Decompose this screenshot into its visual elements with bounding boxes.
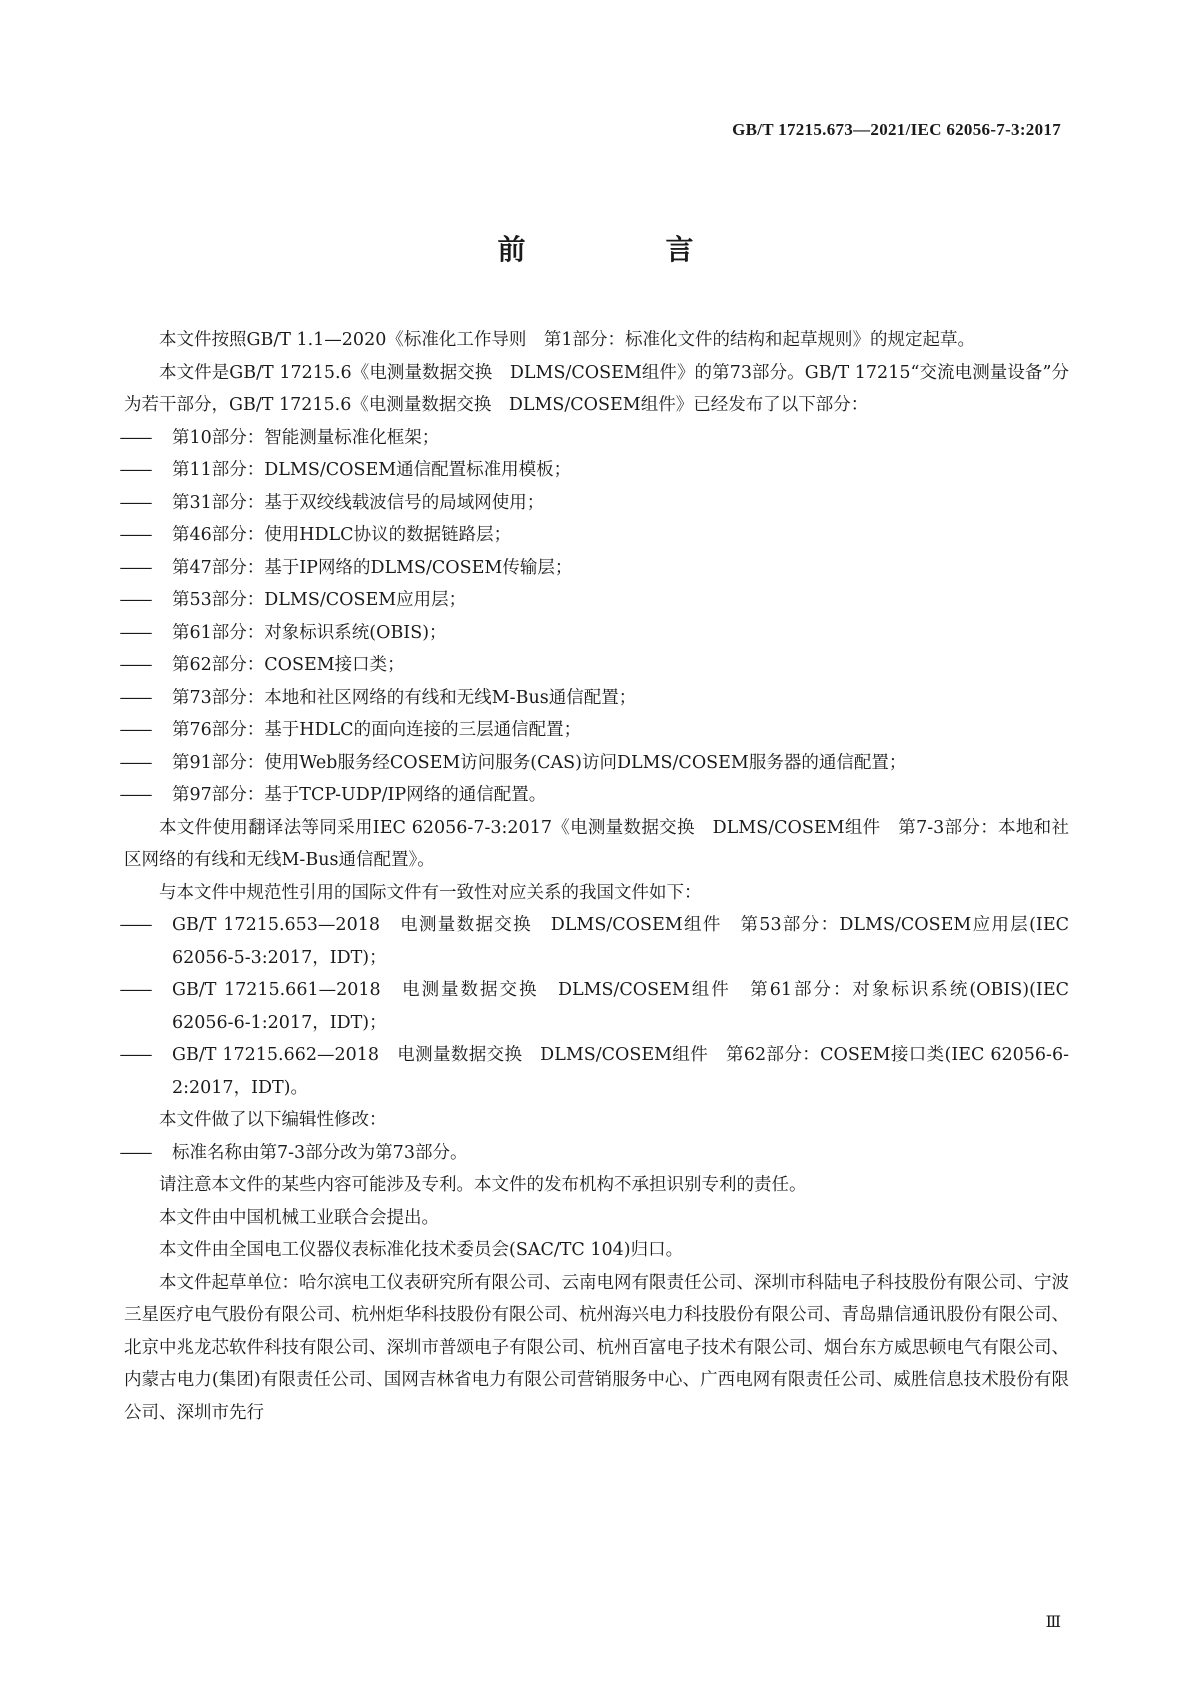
list-item-text: 第91部分：使用Web服务经COSEM访问服务(CAS)访问DLMS/COSEM服务器的通信配置； (172, 752, 907, 773)
list-dash: —— (119, 785, 151, 805)
paragraph: 本文件由中国机械工业联合会提出。 (159, 1207, 439, 1228)
list-item-text: GB/T 17215.661—2018 电测量数据交换 DLMS/COSEM组件 第61部分：对象标识系统(OBIS)(IEC 62056-6-1:2017，IDT)； (172, 980, 1069, 1033)
list-item (119, 682, 1069, 715)
list-item (119, 552, 1069, 585)
list-dash: —— (119, 427, 151, 448)
list-item (119, 747, 1069, 780)
paragraph: 本文件起草单位：哈尔滨电工仪表研究所有限公司、云南电网有限责任公司、深圳市科陆电子科技股份有限公司、宁波三星医疗电气股份有限公司、杭州炬华科技股份有限公司、杭州海兴电力科技股份有限公司、青岛鼎信通讯股份有限公司、北京中兆龙芯软件科技有限公司、深圳市普颂电子有限公司、杭州百富电子技术有限公司、烟台东方威思顿电气有限公司、内蒙古电力(集团)有限责任公司、国网吉林省电力有限公司营销服务中心、广西电网有限责任公司、威胜信息技术股份有限公司、深圳市先行 (124, 1272, 1069, 1423)
paragraph: 本文件是GB/T 17215.6《电测量数据交换 DLMS/COSEM组件》的第73部分。GB/T 17215“交流电测量设备”分为若干部分，GB/T 17215.6《电测量数据交换 DLMS/COSEM组件》已经发布了以下部分： (124, 362, 1069, 415)
list-item-text: 第11部分：DLMS/COSEM通信配置标准用模板； (172, 460, 572, 480)
list-dash: —— (119, 590, 151, 610)
list-item (119, 1137, 1069, 1170)
paragraph: 请注意本文件的某些内容可能涉及专利。本文件的发布机构不承担识别专利的责任。 (159, 1175, 807, 1195)
list-item-text: 第62部分：COSEM接口类； (172, 655, 405, 675)
page-number: Ⅲ (1045, 1614, 1061, 1631)
list-dash: —— (119, 557, 151, 578)
list-dash: —— (119, 915, 151, 935)
paragraph: 本文件做了以下编辑性修改： (159, 1110, 387, 1130)
list-dash: —— (119, 720, 151, 740)
list-item (119, 909, 1069, 974)
paragraph: 本文件使用翻译法等同采用IEC 62056-7-3:2017《电测量数据交换 DLMS/COSEM组件 第7-3部分：本地和社区网络的有线和无线M-Bus通信配置》。 (124, 817, 1069, 870)
list-item-text: 标准名称由第7-3部分改为第73部分。 (172, 1142, 468, 1163)
list-dash: —— (119, 1142, 151, 1163)
list-item (119, 487, 1069, 520)
list-dash: —— (119, 655, 151, 675)
list-item (119, 584, 1069, 617)
list-item-text: 第10部分：智能测量标准化框架； (172, 427, 440, 448)
list-item-text: 第47部分：基于IP网络的DLMS/COSEM传输层； (172, 557, 573, 578)
list-item (119, 1039, 1069, 1104)
list-dash: —— (119, 687, 151, 708)
list-item-text: 第73部分：本地和社区网络的有线和无线M-Bus通信配置； (172, 687, 637, 708)
page-title: 前 言 (497, 233, 750, 266)
list-item (119, 974, 1069, 1039)
list-item (119, 422, 1069, 455)
list-item (119, 779, 1069, 812)
list-dash: —— (119, 1045, 151, 1065)
list-dash: —— (119, 525, 151, 545)
list-item-text: 第76部分：基于HDLC的面向连接的三层通信配置； (172, 720, 582, 740)
list-item (119, 617, 1069, 650)
standard-number-header: GB/T 17215.673—2021/IEC 62056-7-3:2017 (732, 120, 1061, 139)
paragraph: 本文件由全国电工仪器仪表标准化技术委员会(SAC/TC 104)归口。 (159, 1240, 684, 1260)
list-item-text: 第53部分：DLMS/COSEM应用层； (172, 590, 467, 610)
list-item-text: 第46部分：使用HDLC协议的数据链路层； (172, 525, 512, 545)
list-item (119, 649, 1069, 682)
list-item (119, 714, 1069, 747)
list-dash: —— (119, 980, 151, 1000)
list-dash: —— (119, 460, 151, 480)
list-item-text: GB/T 17215.653—2018 电测量数据交换 DLMS/COSEM组件 第53部分：DLMS/COSEM应用层(IEC 62056-5-3:2017，IDT)； (172, 915, 1069, 968)
list-dash: —— (119, 622, 151, 643)
paragraph: 本文件按照GB/T 1.1—2020《标准化工作导则 第1部分：标准化文件的结构和起草规则》的规定起草。 (159, 330, 975, 350)
list-item-text: 第97部分：基于TCP-UDP/IP网络的通信配置。 (172, 785, 547, 805)
paragraph: 与本文件中规范性引用的国际文件有一致性对应关系的我国文件如下： (159, 882, 702, 903)
list-item (119, 454, 1069, 487)
list-item-text: GB/T 17215.662—2018 电测量数据交换 DLMS/COSEM组件 第62部分：COSEM接口类(IEC 62056-6-2:2017，IDT)。 (172, 1045, 1069, 1098)
list-dash: —— (119, 752, 151, 773)
list-dash: —— (119, 492, 151, 513)
list-item-text: 第31部分：基于双绞线载波信号的局域网使用； (172, 492, 545, 513)
document-body (119, 324, 1069, 1429)
list-item-text: 第61部分：对象标识系统(OBIS)； (172, 622, 447, 643)
list-item (119, 519, 1069, 552)
